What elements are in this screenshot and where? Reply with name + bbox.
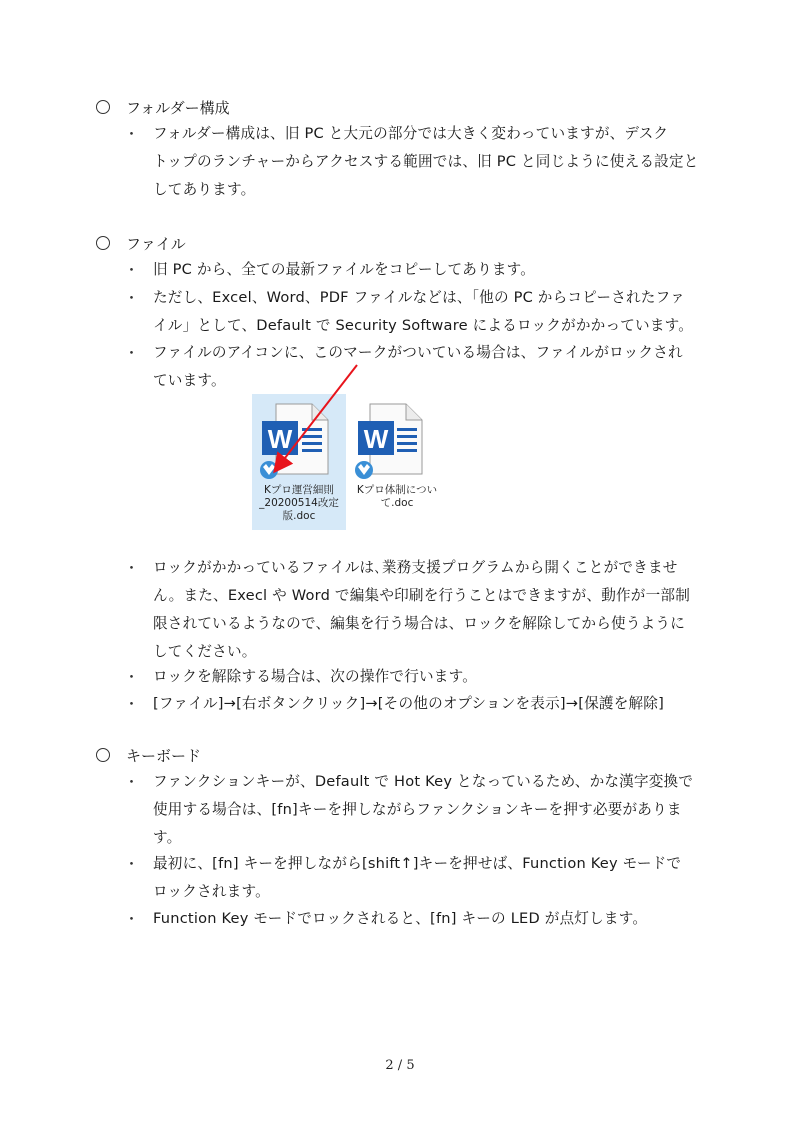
bullet-icon: ・: [124, 668, 140, 686]
svg-text:W: W: [267, 424, 293, 454]
section-heading-folder: フォルダー構成: [96, 98, 230, 118]
bullet-icon: ・: [124, 773, 140, 791]
bullet-icon: ・: [124, 695, 140, 713]
list-item: 旧 PC から、全ての最新ファイルをコピーしてあります。: [153, 261, 536, 278]
bullet-icon: ・: [124, 289, 140, 307]
section-heading-file: ファイル: [96, 234, 186, 254]
bullet-icon: ・: [124, 855, 140, 873]
list-item: ロックを解除する場合は、次の操作で行います。: [153, 668, 478, 685]
section-heading-keyboard: キーボード: [96, 746, 201, 766]
bullet-icon: ・: [124, 261, 140, 279]
bullet-icon: ・: [124, 344, 140, 362]
file-name-label: Kプロ体制につい て.doc: [356, 484, 438, 509]
list-item: ファイルのアイコンに、このマークがついている場合は、ファイルがロックされ ています。: [153, 344, 683, 389]
list-item: ロックがかかっているファイルは､業務支援プログラムから開くことができませ ん。また、Execl や Word で編集や印刷を行うことはできますが、動作が一部制 限されているようなので、編集を行う場合は、ロックを解除してから使うように してください。: [153, 559, 690, 660]
bullet-icon: ・: [124, 910, 140, 928]
bullet-icon: ・: [124, 559, 140, 577]
list-item: ファンクションキーが、Default で Hot Key となっているため、かな漢字変換で 使用する場合は、[fn]キーを押しながらファンクションキーを押す必要がありま す。: [153, 773, 694, 846]
bullet-icon: ・: [124, 125, 140, 143]
list-item: [ファイル]→[右ボタンクリック]→[その他のオプションを表示]→[保護を解除]: [153, 695, 664, 712]
svg-text:W: W: [363, 424, 389, 454]
list-item: フォルダー構成は、旧 PC と大元の部分では大きく変わっていますが、デスク トップのランチャーからアクセスする範囲では、旧 PC と同じように使える設定と してあります。: [153, 125, 699, 198]
list-item: Function Key モードでロックされると、[fn] キーの LED が点灯します。: [153, 910, 648, 927]
page-number: 2 / 5: [385, 1058, 415, 1073]
file-name-label: Kプロ運営細則 _20200514改定 版.doc: [259, 484, 339, 522]
circle-marker-icon: [96, 748, 110, 762]
list-item: 最初に、[fn] キーを押しながら[shift↑]キーを押せば、Function Key モードで ロックされます。: [153, 855, 682, 900]
list-item: ただし、Excel、Word、PDF ファイルなどは、「他の PC からコピーされたファ イル」として、Default で Security Software によるロックがかかっています。: [153, 289, 694, 334]
